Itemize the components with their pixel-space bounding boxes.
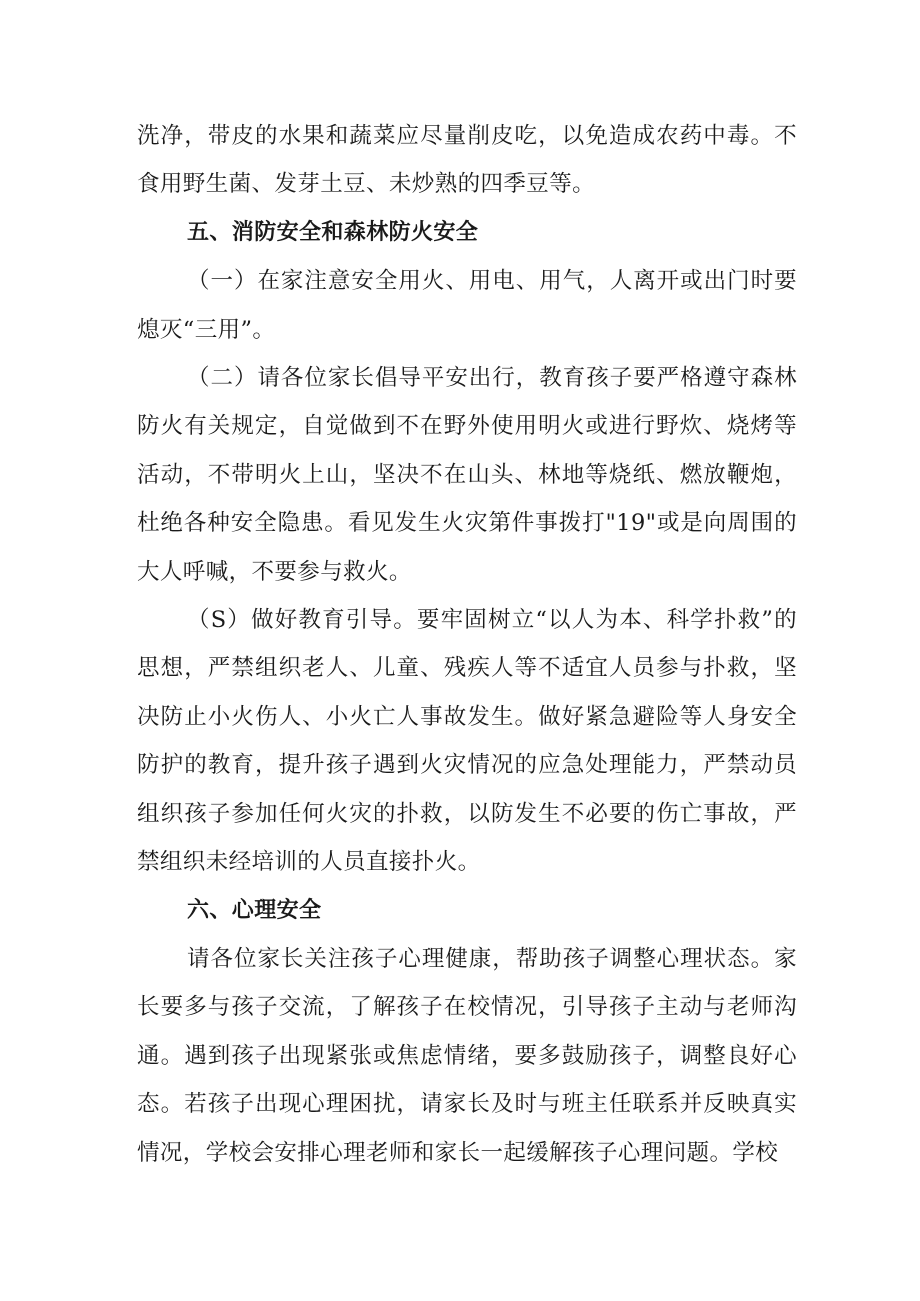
paragraph-mental-health: 请各位家长关注孩子心理健康，帮助孩子调整心理状态。家长要多与孩子交流，了解孩子在校情况，引导孩子主动与老师沟通。遇到孩子出现紧张或焦虑情绪，要多鼓励孩子，调整良好心态。若孩子出现心理困扰，请家长及时与班主任联系并反映真实情况，学校会安排心理老师和家长一起缓解孩子心理问题。学校 xyxy=(137,945,797,1166)
document-body xyxy=(137,112,797,1177)
paragraph-fire-education: （S）做好教育引导。要牢固树立“以人为本、科学扑救”的思想，严禁组织老人、儿童、残疾人等不适宜人员参与扑救，坚决防止小火伤人、小火亡人事故发生。做好紧急避险等人身安全防护的教育，提升孩子遇到火灾情况的应急处理能力，严禁动员组织孩子参加任何火灾的扑救，以防发生不必要的伤亡事故，严禁组织未经培训的人员直接扑火。 xyxy=(137,607,797,876)
paragraph-fire-home: （一）在家注意安全用火、用电、用气，人离开或出门时要熄灭“三用”。 xyxy=(137,268,797,343)
paragraph-food-safety-continued: 洗净，带皮的水果和蔬菜应尽量削皮吃，以免造成农药中毒。不食用野生菌、发芽土豆、未炒熟的四季豆等。 xyxy=(137,123,797,198)
paragraph-fire-forest: （二）请各位家长倡导平安出行，教育孩子要严格遵守森林防火有关规定，自觉做到不在野外使用明火或进行野炊、烧烤等活动，不带明火上山，坚决不在山头、林地等烧纸、燃放鞭炮，杜绝各种安全隐患。看见发生火灾第件事拨打"19"或是向周围的大人呼喊，不要参与救火。 xyxy=(137,365,797,585)
section-heading-fire-safety: 五、消防安全和森林防火安全 xyxy=(187,219,479,245)
section-heading-mental-safety: 六、心理安全 xyxy=(187,897,322,923)
